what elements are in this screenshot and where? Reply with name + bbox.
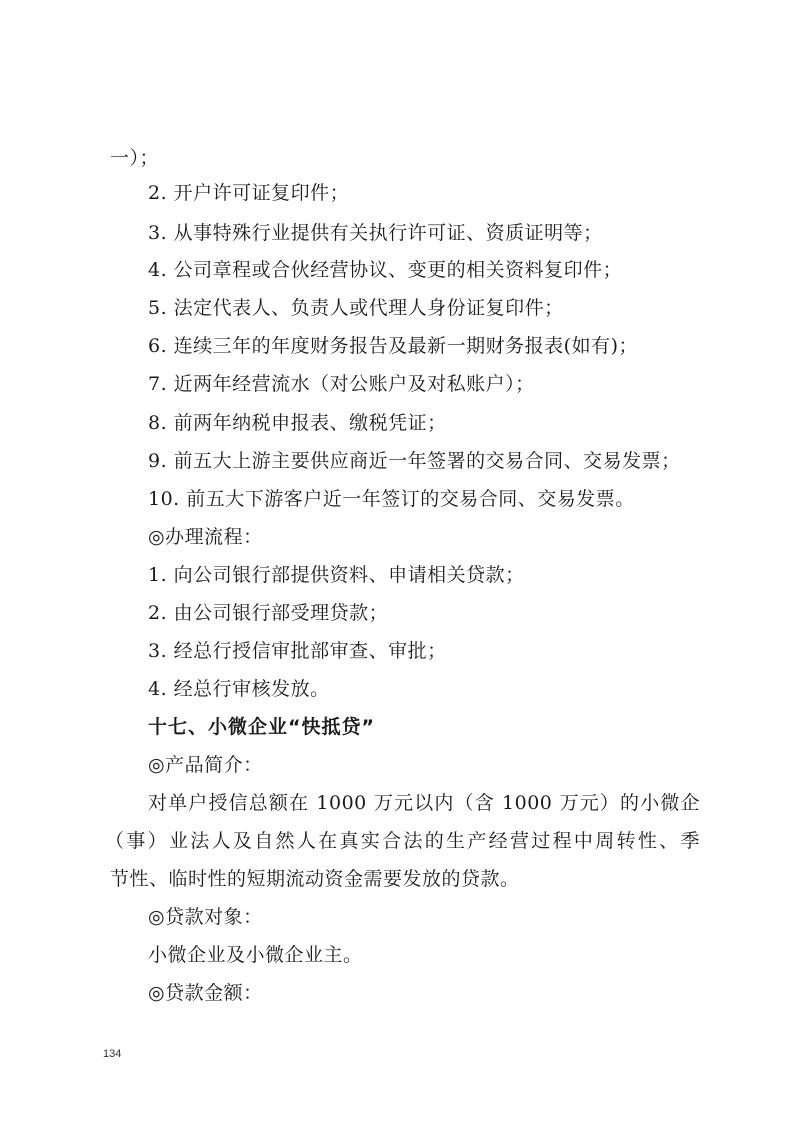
paragraph-line: （事）业法人及自然人在真实合法的生产经营过程中周转性、季 [105, 830, 700, 852]
paragraph-line: 节性、临时性的短期流动资金需要发放的贷款。 [110, 868, 520, 890]
list-item: 9. 前五大上游主要供应商近一年签署的交易合同、交易发票； [148, 450, 681, 472]
list-item: 8. 前两年纳税申报表、缴税凭证； [148, 412, 447, 434]
list-item: 6. 连续三年的年度财务报告及最新一期财务报表(如有)； [148, 335, 638, 357]
list-item: 5. 法定代表人、负责人或代理人身份证复印件； [148, 297, 564, 319]
list-item: 2. 开户许可证复印件； [148, 182, 350, 204]
list-item: 3. 从事特殊行业提供有关执行许可证、资质证明等； [148, 222, 603, 244]
list-item: 4. 经总行审核发放。 [148, 678, 330, 700]
paragraph-line: 对单户授信总额在 1000 万元以内（含 1000 万元）的小微企 [148, 792, 700, 814]
section-label: ◎贷款对象： [148, 906, 263, 928]
page-number: 134 [103, 1048, 122, 1060]
list-item: 1. 向公司银行部提供资料、申请相关贷款； [148, 564, 525, 586]
paragraph-line: 小微企业及小微企业主。 [148, 944, 363, 966]
list-item: 10. 前五大下游客户近一年签订的交易合同、交易发票。 [148, 488, 635, 510]
section-label: ◎贷款金额： [148, 982, 263, 1004]
list-item: 4. 公司章程或合伙经营协议、变更的相关资料复印件； [148, 259, 623, 281]
list-item: 7. 近两年经营流水（对公账户及对私账户）； [148, 373, 535, 395]
list-item: 3. 经总行授信审批部审查、审批； [148, 640, 447, 662]
section-label: ◎办理流程： [148, 526, 263, 548]
section-heading: 十七、小微企业“快抵贷” [148, 716, 375, 738]
section-label: ◎产品简介： [148, 754, 263, 776]
text-line: 一）； [110, 147, 160, 169]
list-item: 2. 由公司银行部受理贷款； [148, 602, 389, 624]
